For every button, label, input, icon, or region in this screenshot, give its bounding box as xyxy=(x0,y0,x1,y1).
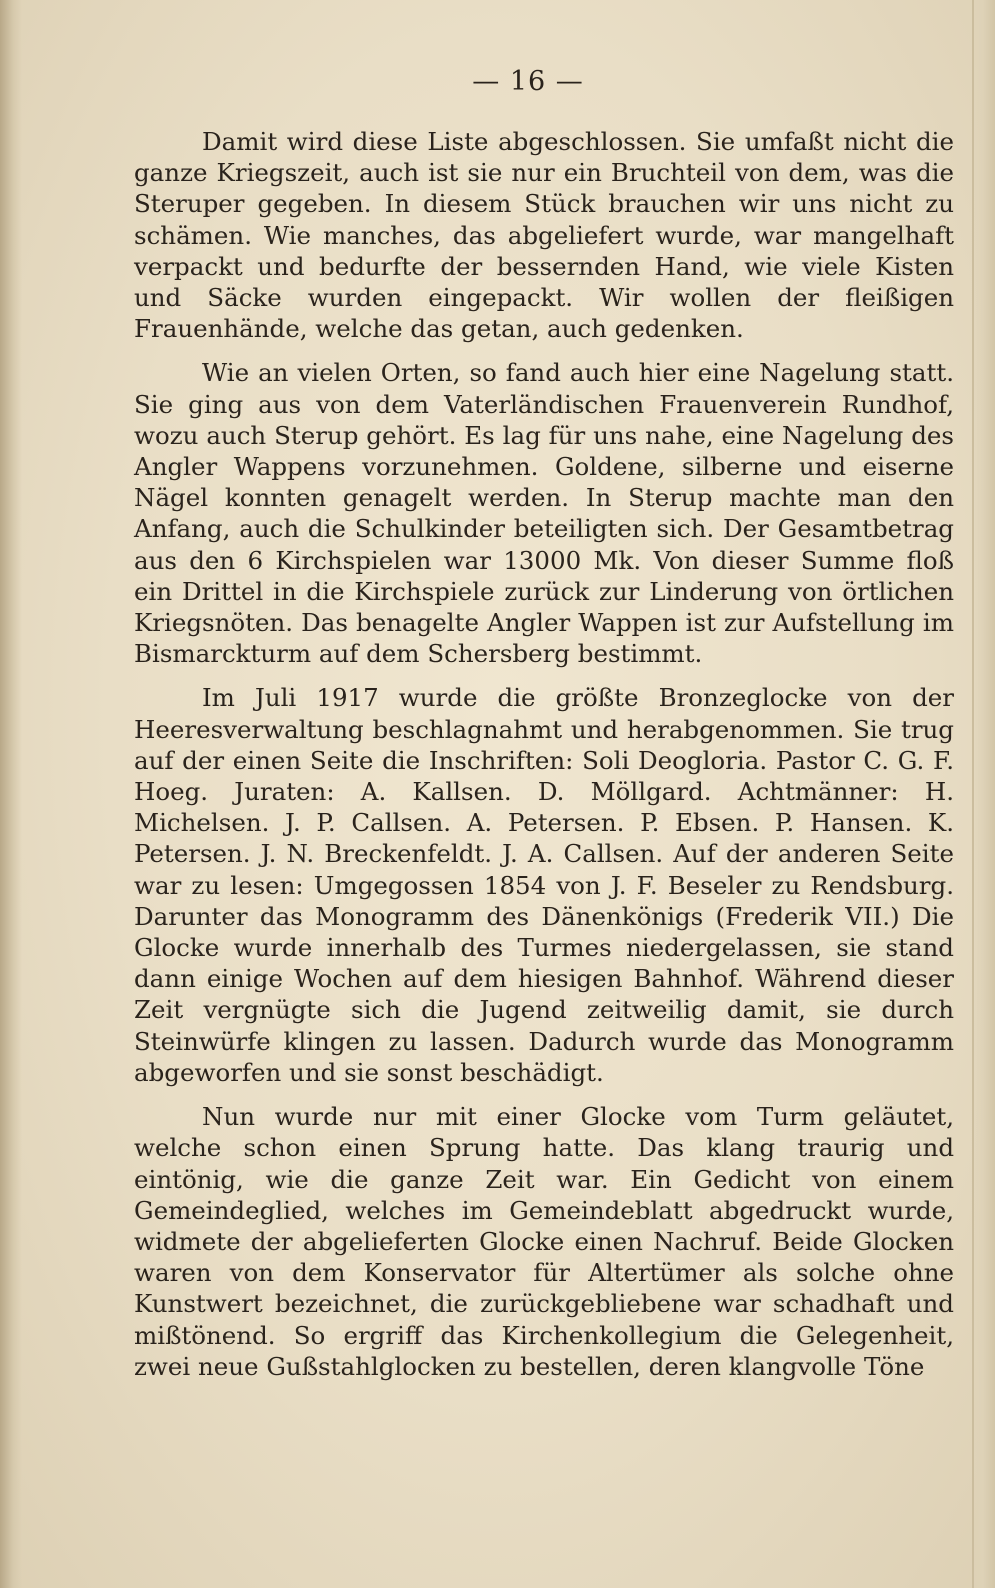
paragraph-3: Im Juli 1917 wurde die größte Bronzeglocke von der Heeresverwaltung beschlagnahmt und herabgenommen. Sie trug auf der einen Seite die Inschriften: Soli Deogloria. Pastor C. G. F. Hoeg. Juraten: A. Kallsen. D. Möllgard. Achtmänner: H. Michelsen. J. P. Callsen. A. Petersen. P. Ebsen. P. Hansen. K. Petersen. J. N. Breckenfeldt. J. A. Callsen. Auf der anderen Seite war zu lesen: Umgegossen 1854 von J. F. Beseler zu Rendsburg. Darunter das Monogramm des Dänenkönigs (Frederik VII.) Die Glocke wurde innerhalb des Turmes niedergelassen, sie stand dann einige Wochen auf dem hiesigen Bahnhof. Während dieser Zeit vergnügte sich die Jugend zeitweilig damit, sie durch Steinwürfe klingen zu lassen. Dadurch wurde das Monogramm abgeworfen und sie sonst beschädigt. xyxy=(134,683,954,1087)
paragraph-2: Wie an vielen Orten, so fand auch hier eine Nagelung statt. Sie ging aus von dem Vaterländischen Frauenverein Rundhof, wozu auch Sterup gehört. Es lag für uns nahe, eine Nagelung des Angler Wappens vorzunehmen. Goldene, silberne und eiserne Nägel konnten genagelt werden. In Sterup machte man den Anfang, auch die Schulkinder beteiligten sich. Der Gesamtbetrag aus den 6 Kirchspielen war 13000 Mk. Von dieser Summe floß ein Drittel in die Kirchspiele zurück zur Linderung von örtlichen Kriegsnöten. Das benagelte Angler Wappen ist zur Aufstellung im Bismarckturm auf dem Schersberg bestimmt. xyxy=(134,358,954,669)
body-text xyxy=(134,126,954,1382)
page-number: — 16 — xyxy=(472,66,584,97)
paragraph-1: Damit wird diese Liste abgeschlossen. Sie umfaßt nicht die ganze Kriegszeit, auch ist sie nur ein Bruchteil von dem, was die Steruper gegeben. In diesem Stück brauchen wir uns nicht zu schämen. Wie manches, das abgeliefert wurde, war mangelhaft verpackt und bedurfte der bessernden Hand, wie viele Kisten und Säcke wurden eingepackt. Wir wollen der fleißigen Frauenhände, welche das getan, auch gedenken. xyxy=(134,127,954,344)
page-left-edge xyxy=(0,0,22,1588)
paragraph-4: Nun wurde nur mit einer Glocke vom Turm geläutet, welche schon einen Sprung hatte. Das klang traurig und eintönig, wie die ganze Zeit war. Ein Gedicht von einem Gemeindeglied, welches im Gemeindeblatt abgedruckt wurde, widmete der abgelieferten Glocke einen Nachruf. Beide Glocken waren von dem Konservator für Altertümer als solche ohne Kunstwert bezeichnet, die zurückgebliebene war schadhaft und mißtönend. So ergriff das Kirchenkollegium die Gelegenheit, zwei neue Gußstahlglocken zu bestellen, deren klangvolle Töne xyxy=(134,1102,954,1381)
page-fold-line xyxy=(972,0,974,1588)
page-right-edge xyxy=(971,0,995,1588)
